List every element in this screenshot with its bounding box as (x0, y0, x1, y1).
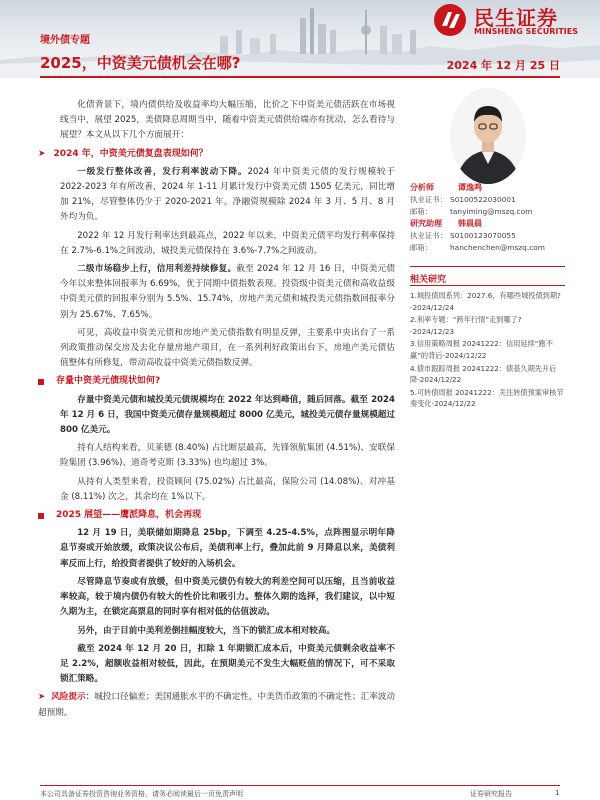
section-heading-2024 (38, 147, 395, 162)
related-research-item[interactable]: 3.信用策略周报 20241222：信用延续“跑不赢”的背后-2024/12/22 (410, 339, 553, 360)
paragraph (60, 262, 395, 323)
logo-mark-icon (434, 4, 466, 36)
analyst-photo (450, 88, 526, 184)
sidebar-divider (410, 266, 565, 267)
main-content (38, 98, 395, 724)
email-label: 邮箱： (410, 207, 433, 216)
bold-lead: 二级市场稳步上行，信用利差持续修复。 (77, 264, 237, 275)
analyst-label: 分析师 (410, 183, 434, 192)
analyst-cert-row (410, 194, 565, 206)
analyst-name: 谭逸鸣 (458, 183, 482, 192)
paragraph: 另外，由于目前中美利差倒挂幅度较大，当下的锁汇成本相对较高。 (77, 625, 336, 636)
header-banner (0, 0, 600, 78)
analyst-info (410, 182, 565, 254)
section-heading-2025 (38, 508, 395, 523)
paragraph: 存量中资美元债和城投美元债规模均在 2022 年达到峰值，随后回落。截至 2024 年 12 月 6 日，我国中资美元债存量规模超过 8000 亿美元，城投美元债存量规模超过 800 亿美元。 (60, 394, 395, 436)
report-type: 证券研究报告 (470, 790, 512, 798)
related-research-title: 相关研究 (410, 275, 447, 285)
paragraph: 截至 2024 年 12 月 20 日，扣除 1 年期锁汇成本后，中资美元债剩余收益率不足 2.2%，超额收益相对较低，因此，在预期美元不发生大幅贬值的情况下，可不采取锁汇策略。 (60, 643, 395, 685)
cert-label: 执业证书： (410, 195, 447, 204)
report-date: 2024 年 12 月 25 日 (446, 59, 560, 72)
risk-warning (38, 690, 395, 720)
related-research-item[interactable]: 5.可转债周报 20241222：关注转债预案审核节奏变化-2024/12/22 (410, 387, 564, 409)
intro-paragraph: 化债背景下，境内债供给及收益率均大幅压缩，比价之下中资美元债活跃在市场视线当中，展望 2025，美债降息周期当中，随着中资美元债供给端亦有扰动，怎么看待与展望？本文从以下几个方面展开： (60, 100, 395, 141)
title-divider (40, 76, 560, 78)
bold-lead: 一级发行整体改善，发行利率波动下降。 (77, 166, 248, 177)
paragraph: 2022 年 12 月发行利率达到最高点，2022 年以来，中资美元债平均发行利率保持在 2.7%-6.1%之间波动，城投美元债保持在 3.6%-7.7%之间波动。 (60, 230, 395, 256)
related-research-item[interactable]: 4.债市跟踪周报 20241222：债基久期先升后降-2024/12/22 (410, 363, 557, 385)
logo-chinese: 民生证券 (474, 6, 558, 30)
sidebar-divider (410, 285, 565, 286)
paragraph: 尽管降息节奏或有放缓，但中资美元债仍有较大的利差空间可以压缩，且当前收益率较高，较于境内债仍有较大的性价比和吸引力。整体久期的选择，我们建议，以中短久期为主，在锁定高票息的同时享有相对低的估值波动。 (60, 576, 395, 618)
column-tag: 境外债专题 (40, 35, 90, 46)
paragraph-text: 2024 年中资美元债的发行规模较于 2022-2023 年有所改善，2024 年 1-11 月累计发行中资美元债 1505 亿美元，同比增加 21%，尽管整体仍少于 2020-2021 年。净融资规模除 2024 年 3 月、5 月、8 月外均为负。 (60, 166, 395, 223)
assistant-name: 韩晨晨 (458, 219, 482, 228)
assistant-cert: S0100123070055 (450, 231, 516, 240)
square-bullet-icon (38, 379, 44, 385)
analyst-row (410, 182, 565, 194)
minsheng-logo (434, 2, 594, 42)
assistant-row (410, 218, 565, 230)
paragraph: 从持有人类型来看，投资顾问 (75.02%) 占比最高，保险公司 (14.08%)、对冲基金 (8.11%) 次之，其余均在 1%以下。 (60, 476, 395, 502)
section-title: 2025 展望——鹰派降息，机会再现 (56, 510, 202, 521)
related-research-list (410, 290, 565, 411)
arrow-right-icon: ➤ (38, 148, 46, 159)
analyst-cert: S0100522030001 (450, 195, 516, 204)
footer-divider (40, 785, 560, 786)
assistant-email-row (410, 242, 565, 254)
assistant-label: 研究助理 (410, 219, 442, 228)
risk-text: 城投口径偏差；美国通胀水平的不确定性，中美货币政策的不确定性；汇率波动超预期。 (38, 692, 395, 718)
email-label: 邮箱： (410, 243, 433, 252)
paragraph: 12 月 19 日，美联储如期降息 25bp，下调至 4.25-4.5%，点阵图显示明年降息节奏或开始放缓，政策决议公布后，美债利率上行，叠加此前 9 月降息以来，美债利率反而上行，给投资者提供了较好的入场机会。 (60, 528, 395, 569)
page-title: 2025，中资美元债机会在哪? (40, 54, 241, 72)
disclaimer: 本公司具备证券投资咨询业务资格，请务必阅读最后一页免责声明 (40, 790, 243, 798)
paragraph-text: 截至 2024 年 12 月 16 日，中资美元债今年以来整体回报率为 6.69%，优于同期中债指数表现。投资级中资美元债和高收益级中资美元债的回报率分别为 5.5%、15.74%，房地产美元债和城投美元债指数回报率分别为 25.67%、7.65%。 (60, 264, 395, 320)
paragraph: 持有人结构来看，贝莱德 (8.40%) 占比断层最高，先锋领航集团 (4.51%)、安联保险集团 (3.96%)、道奇考克斯 (3.33%) 也均超过 3%。 (60, 443, 395, 469)
paragraph: 可见，高收益中资美元债和房地产美元债指数有明显反弹，主要系中央出台了一系列政策推动保交房及去化存量房地产项目，在一系列利好政策出台下，房地产美元债估值整体有所修复，带动高收益中资美元债指数反弹。 (60, 327, 395, 369)
related-research-item[interactable]: 2.利率专题：“跨年行情”走到哪了?-2024/12/23 (410, 315, 522, 336)
logo-english: MINSHENG SECURITIES (474, 27, 578, 36)
cert-label: 执业证书： (410, 231, 447, 240)
section-title: 2024 年，中资美元债复盘表现如何？ (53, 148, 208, 159)
analyst-email[interactable]: tanyiming@mszq.com (450, 207, 533, 216)
section-heading-stock (38, 374, 395, 389)
arrow-right-icon: ➤ (38, 692, 46, 703)
risk-label: 风险提示： (51, 692, 95, 703)
square-bullet-icon (38, 513, 44, 519)
paragraph (60, 165, 395, 226)
assistant-email[interactable]: hanchenchen@mszq.com (450, 243, 545, 252)
related-research-item[interactable]: 1.城投债周系列：2027.6，有哪些城投债到期?-2024/12/24 (410, 291, 561, 312)
section-title: 存量中资美元债现状如何? (56, 376, 161, 387)
assistant-cert-row (410, 230, 565, 242)
analyst-email-row (410, 206, 565, 218)
page-number: 1 (555, 789, 560, 797)
